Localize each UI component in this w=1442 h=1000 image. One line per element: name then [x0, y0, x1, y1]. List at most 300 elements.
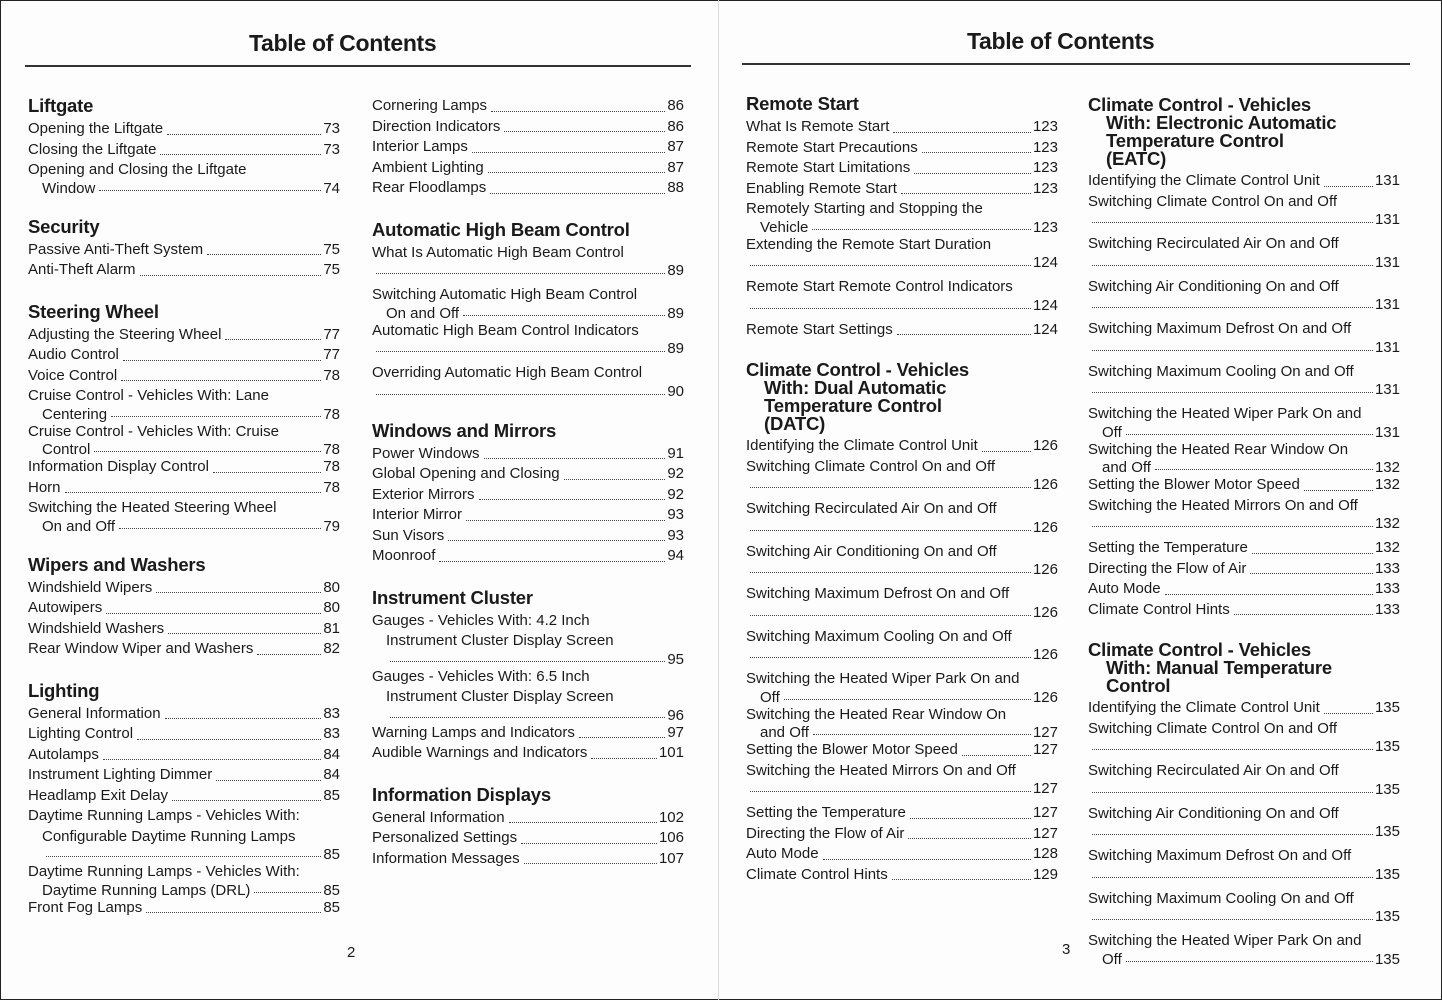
dot-leader [524, 863, 657, 864]
entry-title: Switching Maximum Defrost On and Off [1088, 320, 1352, 337]
toc-entry[interactable] [372, 723, 684, 744]
dot-leader [168, 633, 321, 634]
entry-title: Switching the Heated Rear Window On [1088, 440, 1349, 458]
section-heading-line: Instrument Cluster [372, 586, 533, 608]
toc-entry[interactable] [28, 639, 340, 660]
toc-entry[interactable] [372, 849, 684, 870]
toc-entry[interactable] [372, 485, 684, 506]
dot-leader [1324, 713, 1373, 714]
entry-title: Passive Anti-Theft System [28, 240, 204, 258]
entry-page-number: 92 [667, 465, 684, 482]
toc-entry[interactable] [1088, 719, 1400, 756]
toc-entry[interactable] [746, 138, 1058, 159]
section-heading [746, 94, 1058, 114]
entry-title: Switching Maximum Cooling On and Off [746, 627, 1012, 645]
dot-leader [1092, 307, 1373, 308]
toc-entry[interactable] [372, 158, 684, 179]
toc-column-right-2 [1088, 96, 1400, 988]
dot-leader [106, 613, 321, 614]
toc-entry[interactable] [746, 761, 1058, 798]
toc-section [372, 421, 684, 567]
toc-entry[interactable] [1088, 171, 1400, 192]
entry-title: Off [760, 688, 780, 706]
entry-page-number: 80 [323, 599, 340, 616]
toc-entry[interactable] [28, 724, 340, 745]
toc-entry[interactable] [746, 542, 1058, 579]
entry-title: and Off [760, 724, 809, 741]
dot-leader [257, 654, 321, 655]
page-title-left: Table of Contents [249, 30, 437, 56]
toc-entry[interactable] [28, 745, 340, 766]
entry-page-number: 135 [1374, 780, 1400, 798]
toc-entry[interactable] [372, 96, 684, 117]
toc-entry[interactable] [28, 704, 340, 725]
entry-page-number: 94 [667, 547, 684, 564]
dot-leader [1324, 186, 1373, 187]
entry-page-number: 135 [1374, 823, 1400, 840]
toc-section [28, 96, 340, 196]
toc-entry[interactable] [746, 457, 1058, 494]
entry-page-number: 89 [667, 340, 684, 357]
toc-column-right-1 [746, 94, 1058, 906]
toc-entry[interactable] [372, 743, 684, 764]
entry-page-number: 127 [1032, 741, 1058, 758]
toc-entry[interactable] [746, 436, 1058, 457]
entry-page-number: 85 [323, 846, 340, 863]
entry-page-number: 84 [323, 766, 340, 783]
entry-page-number: 78 [323, 405, 340, 423]
entry-title: Automatic High Beam Control Indicators [372, 321, 639, 339]
entry-title: Switching Maximum Defrost On and Off [1088, 847, 1352, 864]
section-heading-line: Windows and Mirrors [372, 419, 557, 441]
entry-page-number: 131 [1374, 296, 1400, 313]
entry-page-number: 132 [1374, 476, 1400, 493]
dot-leader [46, 856, 321, 857]
toc-entry[interactable] [28, 498, 340, 534]
toc-entry[interactable] [746, 740, 1058, 761]
toc-entry[interactable] [28, 862, 340, 898]
entry-title: Lighting Control [28, 725, 134, 742]
toc-entry[interactable] [28, 598, 340, 619]
toc-entry[interactable] [1088, 559, 1400, 580]
entry-page-number: 96 [667, 706, 684, 724]
dot-leader [750, 615, 1031, 616]
section-heading-line: Automatic High Beam Control [372, 218, 630, 240]
entry-page-number: 126 [1032, 561, 1058, 578]
toc-entry[interactable] [372, 526, 684, 547]
entry-title: Windshield Washers [28, 619, 165, 637]
entry-title: Climate Control Hints [746, 865, 888, 883]
entry-title: Interior Mirror [372, 506, 463, 523]
entry-title: Switching Recirculated Air On and Off [1088, 762, 1339, 779]
entry-page-number: 124 [1032, 254, 1058, 271]
toc-entry[interactable] [28, 765, 340, 786]
entry-title: Climate Control Hints [1088, 600, 1230, 618]
entry-page-number: 73 [323, 120, 340, 137]
entry-title: Switching Air Conditioning On and Off [1088, 804, 1339, 822]
entry-title: What Is Automatic High Beam Control [372, 243, 624, 261]
entry-page-number: 97 [667, 723, 684, 741]
entry-page-number: 128 [1032, 845, 1058, 862]
entry-title: Audible Warnings and Indicators [372, 744, 588, 761]
dot-leader [121, 380, 321, 381]
entry-page-number: 126 [1032, 518, 1058, 536]
entry-title: Adjusting the Steering Wheel [28, 325, 222, 343]
entry-page-number: 126 [1032, 437, 1058, 454]
entry-title: Switching the Heated Wiper Park On and [1088, 405, 1362, 422]
entry-title: Setting the Temperature [1088, 539, 1248, 556]
toc-entry[interactable] [1088, 362, 1400, 399]
dot-leader [94, 451, 321, 452]
dot-leader [167, 134, 321, 135]
toc-entry[interactable] [28, 578, 340, 599]
dot-leader [812, 229, 1031, 230]
toc-entry[interactable] [28, 325, 340, 346]
entry-title: and Off [1102, 459, 1151, 476]
entry-title: Off [1102, 950, 1122, 968]
toc-section [1088, 96, 1400, 620]
entry-page-number: 93 [667, 526, 684, 544]
dot-leader [254, 892, 321, 893]
dot-leader [376, 394, 665, 395]
entry-page-number: 84 [323, 745, 340, 763]
entry-title: Windshield Wipers [28, 578, 153, 596]
entry-title: Switching the Heated Wiper Park On and [1088, 932, 1362, 949]
section-heading-line: With: Electronic Automatic [1106, 112, 1337, 133]
entry-title: Switching Climate Control On and Off [1088, 192, 1338, 210]
toc-entry[interactable] [28, 786, 340, 807]
toc-entry[interactable] [28, 478, 340, 499]
toc-entry[interactable] [372, 505, 684, 526]
toc-entry[interactable] [28, 422, 340, 458]
section-heading [372, 421, 684, 441]
toc-entry[interactable] [28, 160, 340, 196]
entry-title: General Information [28, 704, 161, 722]
entry-title: Exterior Mirrors [372, 485, 475, 503]
toc-entry[interactable] [1088, 846, 1400, 883]
entry-title: Auto Mode [746, 845, 819, 862]
section-heading-line: With: Manual Temperature [1106, 657, 1332, 678]
entry-title: Daytime Running Lamps - Vehicles With: [28, 863, 300, 880]
dot-leader [390, 661, 665, 662]
toc-entry[interactable] [1088, 234, 1400, 271]
entry-title: Switching Maximum Cooling On and Off [1088, 889, 1354, 907]
toc-entry[interactable] [746, 865, 1058, 886]
section-heading-line: Climate Control - Vehicles [1088, 94, 1312, 115]
dot-leader [439, 561, 665, 562]
toc-entry[interactable] [372, 243, 684, 280]
dot-leader [213, 472, 321, 473]
toc-entry[interactable] [372, 611, 684, 667]
toc-section [746, 361, 1058, 885]
entry-title: Direction Indicators [372, 117, 501, 135]
toc-entry[interactable] [372, 444, 684, 465]
entry-title: What Is Remote Start [746, 118, 890, 135]
toc-entry[interactable] [1088, 600, 1400, 621]
entry-title: Identifying the Climate Control Unit [1088, 699, 1320, 716]
dot-leader [1092, 919, 1373, 920]
entry-title: Control [42, 441, 91, 458]
toc-entry[interactable] [746, 199, 1058, 235]
toc-entry[interactable] [28, 260, 340, 281]
toc-entry[interactable] [28, 386, 340, 422]
entry-title: Setting the Temperature [746, 804, 906, 821]
entry-title: Opening the Liftgate [28, 120, 164, 137]
toc-entry[interactable] [746, 584, 1058, 621]
toc-entry[interactable] [1088, 404, 1400, 440]
toc-entry[interactable] [372, 828, 684, 849]
section-heading-line: Security [28, 215, 100, 237]
entry-title: Switching Air Conditioning On and Off [1088, 277, 1339, 295]
entry-page-number: 123 [1032, 179, 1058, 197]
dot-leader [472, 152, 665, 153]
section-heading-line: Climate Control - Vehicles [1088, 639, 1312, 660]
toc-entry[interactable] [746, 158, 1058, 179]
toc-section [28, 302, 340, 534]
entry-page-number: 132 [1374, 539, 1400, 556]
section-heading-line: Information Displays [372, 783, 551, 805]
toc-section [28, 681, 340, 919]
dot-leader [216, 780, 321, 781]
entry-title: Interior Lamps [372, 138, 468, 155]
dot-leader [823, 859, 1031, 860]
entry-page-number: 101 [658, 744, 684, 761]
toc-column-left-1 [28, 96, 340, 939]
entry-title: Setting the Blower Motor Speed [1088, 476, 1300, 493]
toc-entry[interactable] [1088, 761, 1400, 798]
page-number-right: 3 [1062, 941, 1071, 958]
dot-leader [1092, 834, 1373, 835]
entry-title: Cruise Control - Vehicles With: Cruise [28, 422, 279, 440]
toc-entry[interactable] [1088, 698, 1400, 719]
dot-leader [750, 265, 1031, 266]
entry-title: Switching Recirculated Air On and Off [1088, 235, 1339, 252]
toc-entry[interactable] [1088, 496, 1400, 533]
toc-entry[interactable] [746, 320, 1058, 341]
toc-entry[interactable] [746, 824, 1058, 845]
dot-leader [1304, 490, 1373, 491]
toc-entry[interactable] [28, 619, 340, 640]
entry-page-number: 89 [667, 304, 684, 322]
entry-title: Remote Start Settings [746, 320, 893, 338]
entry-page-number: 80 [323, 578, 340, 596]
toc-entry[interactable] [28, 240, 340, 261]
dot-leader [225, 339, 321, 340]
entry-title: Window [42, 179, 96, 197]
toc-entry[interactable] [1088, 804, 1400, 841]
dot-leader [103, 759, 321, 760]
entry-title: Extending the Remote Start Duration [746, 235, 992, 253]
entry-page-number: 90 [667, 382, 684, 400]
toc-entry[interactable] [1088, 192, 1400, 229]
entry-page-number: 75 [323, 261, 340, 278]
toc-entry[interactable] [28, 366, 340, 387]
entry-title: Closing the Liftgate [28, 140, 157, 158]
dot-leader [750, 657, 1031, 658]
section-heading [1088, 641, 1400, 695]
dot-leader [146, 912, 321, 913]
entry-page-number: 88 [667, 179, 684, 196]
toc-section [746, 94, 1058, 340]
entry-title: Autowipers [28, 599, 103, 616]
toc-entry[interactable] [28, 898, 340, 919]
entry-page-number: 126 [1032, 646, 1058, 663]
entry-title: Instrument Lighting Dimmer [28, 766, 213, 783]
entry-title: Remote Start Remote Control Indicators [746, 278, 1013, 295]
dot-leader [901, 193, 1031, 194]
entry-page-number: 86 [667, 97, 684, 114]
toc-entry[interactable] [28, 119, 340, 140]
entry-page-number: 92 [667, 485, 684, 503]
entry-title: Daytime Running Lamps - Vehicles With: [28, 807, 300, 824]
toc-entry[interactable] [372, 808, 684, 829]
toc-entry[interactable] [1088, 538, 1400, 559]
entry-page-number: 83 [323, 704, 340, 722]
entry-title: Gauges - Vehicles With: 4.2 Inch [372, 611, 590, 629]
dot-leader [750, 308, 1031, 309]
entry-page-number: 78 [323, 478, 340, 496]
toc-entry[interactable] [1088, 475, 1400, 496]
entry-title: Anti-Theft Alarm [28, 261, 136, 278]
toc-entry[interactable] [746, 669, 1058, 705]
entry-title: Switching Automatic High Beam Control [372, 286, 638, 303]
toc-entry[interactable] [746, 499, 1058, 536]
dot-leader [137, 739, 321, 740]
toc-entry[interactable] [372, 137, 684, 158]
dot-leader [172, 800, 321, 801]
entry-title: Switching the Heated Wiper Park On and [746, 670, 1020, 687]
entry-title: Autolamps [28, 745, 99, 763]
entry-page-number: 78 [323, 458, 340, 475]
page-number-left: 2 [347, 944, 356, 961]
section-heading-line: (EATC) [1106, 148, 1167, 169]
entry-title: Instrument Cluster Display Screen [386, 632, 614, 649]
section-heading-line: Wipers and Washers [28, 553, 206, 575]
entry-title: Moonroof [372, 547, 436, 564]
dot-leader [119, 528, 321, 529]
toc-entry[interactable] [372, 285, 684, 321]
dot-leader [962, 755, 1031, 756]
toc-entry[interactable] [372, 667, 684, 723]
dot-leader [484, 458, 666, 459]
toc-entry[interactable] [372, 321, 684, 358]
section-heading [372, 588, 684, 608]
entry-page-number: 126 [1032, 603, 1058, 621]
section-heading [28, 96, 340, 116]
toc-entry[interactable] [372, 363, 684, 400]
section-heading [28, 555, 340, 575]
toc-entry[interactable] [372, 546, 684, 567]
entry-title: Identifying the Climate Control Unit [746, 437, 978, 454]
toc-entry[interactable] [372, 117, 684, 138]
toc-entry[interactable] [746, 117, 1058, 138]
entry-title: Voice Control [28, 366, 118, 384]
dot-leader [1165, 594, 1373, 595]
toc-entry[interactable] [1088, 579, 1400, 600]
toc-entry[interactable] [28, 345, 340, 366]
toc-entry[interactable] [28, 806, 340, 862]
dot-leader [509, 822, 657, 823]
toc-entry[interactable] [1088, 440, 1400, 476]
entry-page-number: 89 [667, 262, 684, 279]
toc-entry[interactable] [1088, 277, 1400, 314]
entry-page-number: 135 [1374, 699, 1400, 716]
entry-page-number: 86 [667, 117, 684, 135]
entry-page-number: 127 [1032, 724, 1058, 741]
dot-leader [914, 173, 1031, 174]
entry-page-number: 78 [323, 441, 340, 458]
dot-leader [813, 734, 1031, 735]
toc-section [372, 220, 684, 400]
toc-entry[interactable] [746, 803, 1058, 824]
entry-title: Switching Maximum Defrost On and Off [746, 585, 1010, 602]
entry-title: Daytime Running Lamps (DRL) [42, 881, 251, 899]
toc-entry[interactable] [746, 277, 1058, 314]
entry-page-number: 87 [667, 158, 684, 176]
entry-title: Power Windows [372, 444, 480, 462]
dot-leader [910, 818, 1031, 819]
toc-entry[interactable] [1088, 319, 1400, 356]
entry-title: Switching the Heated Rear Window On [746, 705, 1007, 723]
dot-leader [750, 572, 1031, 573]
toc-section [372, 588, 684, 764]
toc-entry[interactable] [28, 457, 340, 478]
entry-page-number: 74 [323, 179, 340, 197]
entry-title: Front Fog Lamps [28, 898, 143, 916]
entry-page-number: 106 [658, 829, 684, 846]
dot-leader [1092, 350, 1373, 351]
dot-leader [922, 152, 1031, 153]
toc-entry[interactable] [746, 179, 1058, 200]
dot-leader [448, 540, 665, 541]
entry-title: Switching Maximum Cooling On and Off [1088, 362, 1354, 380]
entry-page-number: 126 [1032, 688, 1058, 706]
entry-title: Switching Climate Control On and Off [746, 457, 996, 475]
entry-page-number: 133 [1374, 559, 1400, 577]
entry-title: Switching Recirculated Air On and Off [746, 500, 997, 517]
toc-entry[interactable] [746, 844, 1058, 865]
toc-entry[interactable] [372, 178, 684, 199]
entry-page-number: 127 [1032, 824, 1058, 842]
toc-entry[interactable] [746, 705, 1058, 741]
toc-entry[interactable] [372, 464, 684, 485]
entry-title: Switching the Heated Mirrors On and Off [746, 761, 1016, 779]
section-heading-line: Temperature Control [1106, 130, 1284, 151]
toc-entry[interactable] [28, 140, 340, 161]
entry-page-number: 131 [1374, 338, 1400, 356]
entry-page-number: 87 [667, 138, 684, 155]
entry-title: Sun Visors [372, 526, 445, 544]
toc-entry[interactable] [1088, 889, 1400, 926]
dot-leader [579, 737, 665, 738]
toc-entry[interactable] [746, 627, 1058, 664]
entry-page-number: 77 [323, 346, 340, 363]
page-gutter [718, 0, 719, 1000]
entry-page-number: 133 [1374, 580, 1400, 597]
toc-entry[interactable] [746, 235, 1058, 272]
entry-title: Auto Mode [1088, 580, 1161, 597]
dot-leader [376, 273, 665, 274]
entry-title: On and Off [42, 517, 116, 535]
dot-leader [750, 530, 1031, 531]
dot-leader [521, 843, 657, 844]
dot-leader [784, 699, 1031, 700]
entry-title: Ambient Lighting [372, 158, 484, 176]
entry-title: Identifying the Climate Control Unit [1088, 172, 1320, 189]
entry-page-number: 85 [323, 786, 340, 804]
toc-entry[interactable] [1088, 931, 1400, 967]
entry-title: Rear Floodlamps [372, 179, 487, 196]
